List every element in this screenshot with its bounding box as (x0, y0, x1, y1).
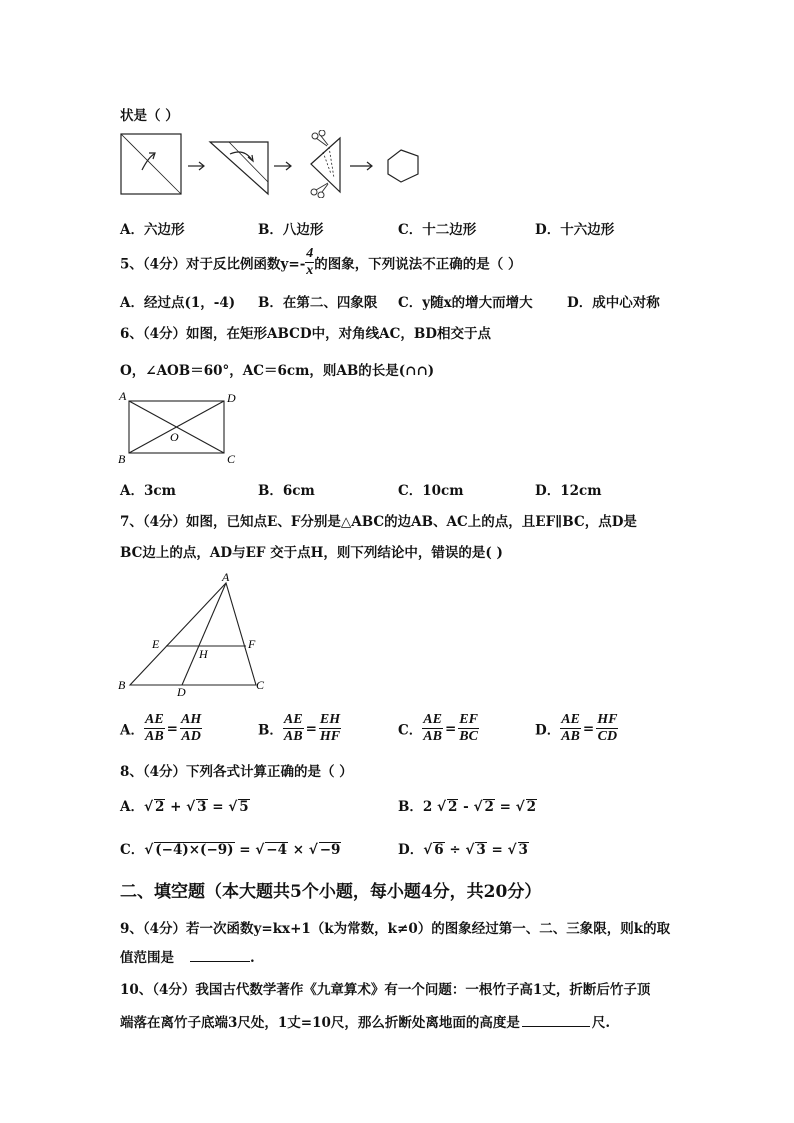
equals: = (582, 720, 595, 737)
numerator: AE (561, 712, 580, 727)
q6-rectangle-figure (116, 388, 242, 468)
section-title: 二、填空题（本大题共5个小题，每小题4分，共20分） (120, 882, 542, 902)
radical-icon: √ (515, 799, 525, 815)
radicand: 3 (518, 842, 528, 858)
equals: = (166, 720, 178, 737)
fraction (319, 712, 341, 745)
equals: = (499, 799, 511, 815)
q7-stem-line2: BC边上的点，AD与EF 交于点H，则下列结论中，错误的是( ) (120, 545, 503, 561)
q4-option-b[interactable]: B．八边形 (258, 222, 324, 238)
q10-text: 端落在离竹子底端3尺处，1丈=10尺，那么折断处离地面的高度是 (120, 1015, 520, 1031)
radical-icon: √ (144, 842, 154, 858)
q5-prefix: 5、（4分）对于反比例函数y=- (120, 256, 306, 273)
q5-frac-den: x (306, 263, 314, 278)
radical-icon: √ (437, 799, 447, 815)
fraction (596, 712, 618, 745)
radical-icon: √ (465, 842, 475, 858)
q5-option-d[interactable]: D．成中心对称 (567, 295, 660, 311)
denominator: BC (459, 729, 478, 744)
q5-option-a[interactable]: A．经过点(1，-4) (120, 295, 236, 311)
option-letter: C． (398, 722, 423, 739)
q5-fraction (305, 246, 314, 279)
numerator: AE (283, 712, 303, 727)
label-d: D (177, 685, 186, 699)
option-letter: D． (398, 842, 424, 858)
q8-option-a[interactable] (120, 795, 250, 815)
radical-icon: √ (228, 799, 238, 815)
radicand: 2 (484, 799, 494, 815)
radicand: 5 (239, 799, 249, 815)
equals: = (239, 842, 251, 858)
denominator: AB (144, 729, 164, 744)
label-a: A (222, 570, 230, 584)
folded-triangle (210, 142, 268, 194)
label-c: C (227, 452, 236, 466)
radicand: 3 (476, 842, 486, 858)
q10-answer-blank[interactable] (522, 1026, 590, 1027)
equals: = (444, 720, 457, 737)
equals: = (212, 799, 224, 815)
q9-stem-line2 (120, 946, 255, 966)
label-o: O (170, 430, 179, 444)
numerator: AE (423, 712, 442, 727)
numerator: EF (459, 712, 478, 727)
operator: × (292, 842, 305, 858)
option-letter: A． (120, 722, 144, 739)
option-letter: D． (535, 722, 561, 739)
denominator: AB (561, 729, 580, 744)
q8-option-d[interactable] (398, 838, 529, 858)
denominator: AD (181, 729, 201, 744)
q8-stem: 8、（4分）下列各式计算正确的是（ ） (120, 764, 353, 780)
operator: ÷ (449, 842, 461, 858)
scissors-icon (311, 183, 328, 198)
q10-unit: 尺. (591, 1015, 611, 1031)
denominator: AB (423, 729, 442, 744)
coefficient: 2 (422, 799, 433, 815)
hexagon-result (388, 150, 418, 182)
radical-icon: √ (473, 799, 483, 815)
q6-stem-line1: 6、（4分）如图，在矩形ABCD中，对角线AC，BD相交于点 (120, 326, 491, 342)
option-letter: A． (120, 799, 144, 815)
scissors-icon (312, 130, 328, 146)
option-letter: C． (120, 842, 145, 858)
q9-period: . (250, 950, 255, 966)
label-c: C (256, 678, 265, 692)
label-e: E (152, 637, 160, 651)
label-b: B (118, 452, 126, 466)
fraction (180, 712, 202, 745)
q9-stem-line1: 9、（4分）若一次函数y=kx+1（k为常数，k≠0）的图象经过第一、二、三象限，则k的取 (120, 921, 671, 937)
fraction (422, 712, 443, 745)
q5-option-b[interactable]: B．在第二、四象限 (258, 295, 378, 311)
denominator: AB (283, 729, 303, 744)
label-a: A (119, 389, 127, 403)
q6-option-b[interactable]: B．6cm (258, 483, 315, 499)
radical-icon: √ (423, 842, 433, 858)
q5-stem (120, 246, 522, 279)
q5-option-c[interactable]: C．y随x的增大而增大 (398, 295, 533, 311)
numerator: AH (180, 712, 202, 727)
q6-option-c[interactable]: C．10cm (398, 483, 464, 499)
operator: + (170, 799, 182, 815)
fraction (458, 712, 479, 745)
q7-option-c[interactable] (398, 712, 479, 745)
q9-answer-blank[interactable] (190, 961, 250, 962)
radicand: 3 (197, 799, 207, 815)
label-d: D (227, 391, 236, 405)
option-letter: B． (258, 722, 283, 739)
fraction (560, 712, 581, 745)
radicand: −4 (266, 842, 287, 858)
option-letter: B． (398, 799, 423, 815)
radical-icon: √ (507, 842, 517, 858)
q7-stem-line1: 7、（4分）如图，已知点E、F分别是△ABC的边AB、AC上的点，且EF∥BC，点D是 (120, 514, 637, 530)
q7-option-d[interactable] (535, 712, 618, 745)
q6-option-a[interactable]: A．3cm (120, 483, 176, 499)
q8-option-b[interactable] (398, 795, 537, 815)
q5-frac-num: 4 (306, 246, 314, 261)
label-b: B (118, 678, 126, 692)
radical-icon: √ (308, 842, 318, 858)
fraction (144, 712, 165, 745)
label-f: F (248, 637, 256, 651)
q10-stem-line2 (120, 1011, 610, 1031)
numerator: EH (319, 712, 341, 727)
q10-stem-line1: 10、（4分）我国古代数学著作《九章算术》有一个问题：一根竹子高1丈，折断后竹子顶 (120, 982, 651, 998)
denominator: HF (319, 729, 341, 744)
q7-option-b[interactable] (258, 712, 341, 745)
q6-option-d[interactable]: D．12cm (535, 483, 602, 499)
q9-text: 值范围是 (120, 950, 174, 966)
operator: - (463, 799, 469, 815)
q4-option-d[interactable]: D．十六边形 (535, 222, 615, 238)
radicand: 2 (155, 799, 165, 815)
q7-triangle-figure (116, 568, 276, 700)
fraction (283, 712, 304, 745)
fold-diagonal (121, 134, 181, 194)
q4-folding-figure (118, 130, 438, 198)
q4-option-c[interactable]: C．十二边形 (398, 222, 477, 238)
radicand: 6 (434, 842, 444, 858)
q4-option-a[interactable]: A．六边形 (120, 222, 185, 238)
radicand: (−4)×(−9) (155, 842, 234, 858)
radical-icon: √ (186, 799, 196, 815)
label-h: H (199, 647, 208, 661)
numerator: HF (597, 712, 618, 727)
radicand: 2 (448, 799, 458, 815)
radicand: −9 (319, 842, 341, 858)
denominator: CD (597, 729, 618, 744)
radical-icon: √ (255, 842, 265, 858)
radical-icon: √ (143, 799, 153, 815)
q8-option-c[interactable] (120, 838, 341, 858)
q5-suffix: 的图象，下列说法不正确的是（ ） (314, 256, 522, 273)
numerator: AE (144, 712, 164, 727)
q4-stem-tail: 状是（ ） (120, 108, 179, 124)
equals: = (491, 842, 503, 858)
radicand: 2 (526, 799, 537, 815)
equals: = (305, 720, 317, 737)
q6-stem-line2: O，∠AOB＝60°，AC＝6cm，则AB的长是(∩∩) (120, 363, 435, 379)
q7-option-a[interactable] (120, 712, 202, 745)
